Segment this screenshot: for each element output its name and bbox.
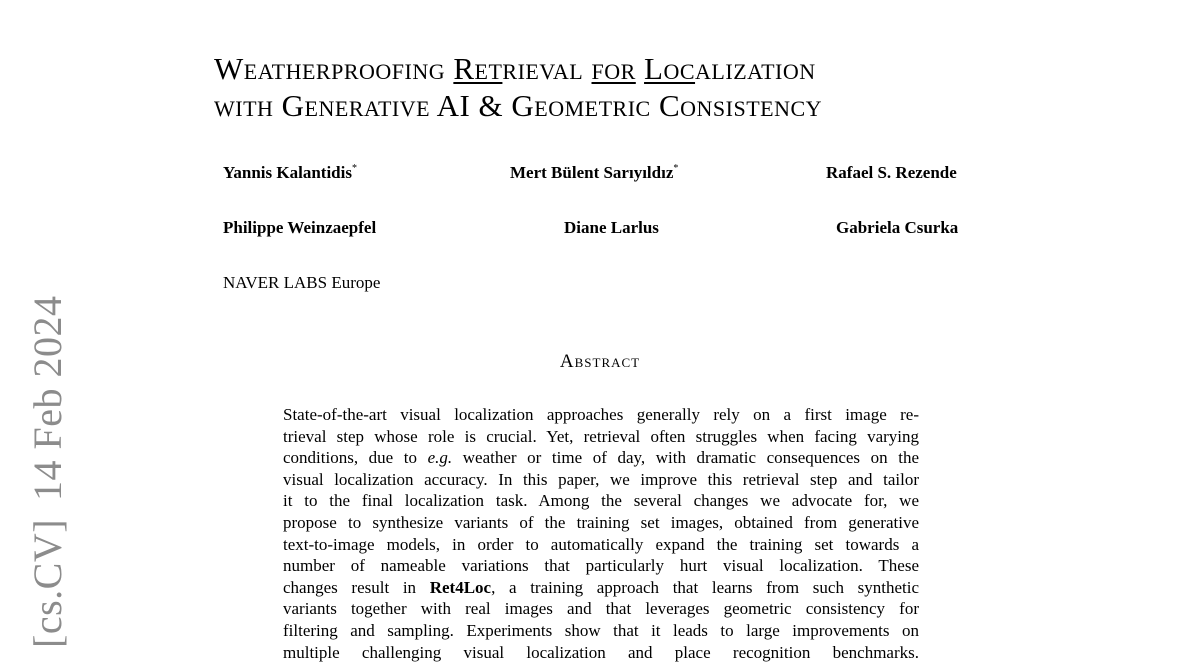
author-3 bbox=[826, 163, 957, 183]
affiliation: NAVER LABS Europe bbox=[223, 273, 381, 292]
abstract-text: , a training approach that learns from such synthetic bbox=[491, 577, 919, 597]
abstract-line: trieval step whose role is crucial. Yet, retrieval often struggles when facing varying bbox=[283, 426, 919, 446]
abstract-line: filtering and sampling. Experiments show that it leads to large improvements on bbox=[283, 620, 919, 640]
title-text bbox=[636, 51, 644, 86]
title-text: alization bbox=[695, 51, 816, 86]
author-name: Philippe Weinzaepfel bbox=[223, 218, 377, 237]
abstract-line: number of nameable variations that particularly hurt visual localization. These bbox=[283, 556, 919, 576]
title-text: rieval bbox=[502, 51, 592, 86]
author-5 bbox=[564, 218, 659, 238]
abstract-text: weather or time of day, with dramatic consequences on the bbox=[452, 448, 919, 468]
author-6 bbox=[836, 218, 958, 238]
abstract-line: text-to-image models, in order to automatically expand the training set towards a bbox=[283, 534, 919, 554]
arxiv-category: [cs.CV] bbox=[25, 518, 70, 648]
abstract-line bbox=[283, 577, 919, 599]
author-name: Diane Larlus bbox=[564, 218, 659, 237]
abstract-line: State-of-the-art visual localization approaches generally rely on a first image re- bbox=[283, 405, 919, 424]
title-line-1 bbox=[214, 50, 1014, 87]
abstract-line: multiple challenging visual localization and place recognition benchmarks. bbox=[283, 642, 919, 662]
abstract-body bbox=[283, 404, 919, 663]
abstract-line: propose to synthesize variants of the training set images, obtained from generative bbox=[283, 512, 919, 532]
abstract-line bbox=[283, 447, 919, 469]
method-name: Ret4Loc bbox=[429, 577, 492, 597]
title-underlined-ret: Ret bbox=[453, 51, 503, 86]
title-underlined-for: for bbox=[591, 51, 636, 86]
abstract-emphasis: e.g. bbox=[427, 448, 453, 468]
title-underlined-loc: Loc bbox=[644, 51, 696, 86]
author-4 bbox=[223, 218, 376, 238]
abstract-text: conditions, due to bbox=[283, 448, 428, 468]
author-2 bbox=[510, 163, 678, 183]
author-name: Mert Bülent Sarıyıldız bbox=[510, 163, 674, 182]
author-name: Yannis Kalantidis bbox=[223, 163, 352, 182]
abstract-text: changes result in bbox=[283, 577, 430, 597]
title-line-2: with Generative AI & Geometric Consistency bbox=[214, 88, 823, 123]
abstract-line: visual localization accuracy. In this paper, we improve this retrieval step and tailor bbox=[283, 469, 919, 489]
arxiv-stamp bbox=[25, 295, 70, 648]
equal-contribution-mark: * bbox=[673, 163, 679, 174]
abstract-heading: Abstract bbox=[559, 351, 641, 372]
author-name: Gabriela Csurka bbox=[836, 218, 959, 237]
abstract-line: variants together with real images and that leverages geometric consistency for bbox=[283, 599, 919, 619]
author-1 bbox=[223, 163, 357, 183]
paper-title bbox=[214, 50, 1014, 124]
equal-contribution-mark: * bbox=[351, 163, 357, 174]
title-text: Weatherproofing bbox=[214, 51, 454, 86]
arxiv-date: 14 Feb 2024 bbox=[25, 295, 70, 501]
abstract-line: it to the final localization task. Among the several changes we advocate for, we bbox=[283, 491, 919, 511]
author-name: Rafael S. Rezende bbox=[826, 163, 957, 182]
